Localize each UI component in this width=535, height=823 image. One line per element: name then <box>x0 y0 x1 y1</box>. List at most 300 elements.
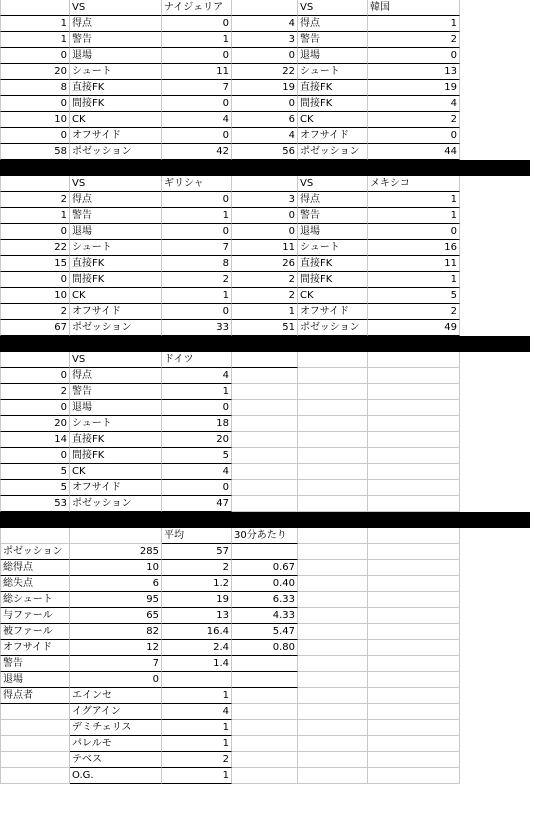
per30-value[interactable]: 4.33 <box>232 608 298 624</box>
stat-label[interactable]: 退場 <box>70 400 162 416</box>
summary-row <box>0 576 530 592</box>
opponent-value[interactable]: 42 <box>162 144 232 160</box>
scorer-row <box>0 736 530 752</box>
argentina-value[interactable]: 2 <box>0 304 70 320</box>
argentina-value[interactable]: 4 <box>232 16 298 32</box>
stat-label[interactable]: 直接FK <box>70 432 162 448</box>
average-value[interactable]: 2 <box>162 560 232 576</box>
cell[interactable] <box>368 384 460 400</box>
stat-label[interactable]: ポゼッション <box>70 320 162 336</box>
opponent-value[interactable]: 7 <box>162 80 232 96</box>
opponent-value[interactable]: 1 <box>162 32 232 48</box>
cell[interactable] <box>368 704 460 720</box>
cell[interactable] <box>368 544 460 560</box>
cell[interactable] <box>0 528 70 544</box>
argentina-value[interactable]: 1 <box>232 304 298 320</box>
cell[interactable] <box>298 576 368 592</box>
cell[interactable] <box>298 640 368 656</box>
argentina-value[interactable]: 0 <box>232 48 298 64</box>
opponent-value[interactable]: 44 <box>368 144 460 160</box>
summary-label[interactable]: 総失点 <box>0 576 70 592</box>
average-header[interactable]: 平均 <box>162 528 232 544</box>
summary-label[interactable]: オフサイド <box>0 640 70 656</box>
summary-label[interactable]: 被ファール <box>0 624 70 640</box>
scorer-goals[interactable]: 1 <box>162 768 232 784</box>
per30-value[interactable]: 0.80 <box>232 640 298 656</box>
scorer-row <box>0 720 530 736</box>
stat-label[interactable]: 退場 <box>70 224 162 240</box>
cell[interactable] <box>232 352 298 368</box>
opponent-value[interactable]: 2 <box>162 272 232 288</box>
opponent-value[interactable]: 0 <box>162 128 232 144</box>
opponent-value[interactable]: 4 <box>162 464 232 480</box>
stat-label[interactable]: CK <box>298 288 368 304</box>
cell[interactable] <box>368 416 460 432</box>
stat-label[interactable]: ポゼッション <box>70 144 162 160</box>
stat-label[interactable]: シュート <box>298 240 368 256</box>
vs-label[interactable]: VS <box>70 0 162 16</box>
scorers-label[interactable]: 得点者 <box>0 688 70 704</box>
argentina-value[interactable]: 20 <box>0 416 70 432</box>
argentina-value[interactable]: 0 <box>232 224 298 240</box>
argentina-value[interactable]: 67 <box>0 320 70 336</box>
argentina-value[interactable]: 0 <box>0 272 70 288</box>
stat-row <box>0 80 530 96</box>
cell[interactable] <box>298 608 368 624</box>
total-value[interactable]: 82 <box>70 624 162 640</box>
total-value[interactable]: 285 <box>70 544 162 560</box>
opponent-value[interactable]: 4 <box>368 96 460 112</box>
stat-label[interactable]: 間接FK <box>70 96 162 112</box>
argentina-value[interactable]: 51 <box>232 320 298 336</box>
scorer-goals[interactable]: 2 <box>162 752 232 768</box>
average-value[interactable]: 19 <box>162 592 232 608</box>
argentina-value[interactable]: 10 <box>0 112 70 128</box>
section-divider <box>0 336 530 352</box>
stat-label[interactable]: シュート <box>70 240 162 256</box>
opponent-value[interactable]: 11 <box>162 64 232 80</box>
cell[interactable] <box>232 704 298 720</box>
cell[interactable] <box>0 704 70 720</box>
stat-label[interactable]: 警告 <box>298 32 368 48</box>
stat-label[interactable]: CK <box>70 288 162 304</box>
cell[interactable] <box>368 752 460 768</box>
argentina-value[interactable]: 5 <box>0 480 70 496</box>
cell[interactable] <box>232 176 298 192</box>
per30-value[interactable]: 0.40 <box>232 576 298 592</box>
stat-row <box>0 96 530 112</box>
per30-value[interactable] <box>232 544 298 560</box>
opponent-name[interactable]: ドイツ <box>162 352 232 368</box>
cell[interactable] <box>70 528 162 544</box>
stat-row <box>0 256 530 272</box>
argentina-value[interactable]: 20 <box>0 64 70 80</box>
cell[interactable] <box>298 480 368 496</box>
stat-label[interactable]: オフサイド <box>70 128 162 144</box>
stat-label[interactable]: 警告 <box>70 208 162 224</box>
total-value[interactable]: 95 <box>70 592 162 608</box>
cell[interactable] <box>232 496 298 512</box>
argentina-value[interactable]: 3 <box>232 192 298 208</box>
per30-value[interactable] <box>232 672 298 688</box>
scorer-row <box>0 704 530 720</box>
argentina-value[interactable]: 0 <box>0 400 70 416</box>
opponent-value[interactable]: 0 <box>162 96 232 112</box>
average-value[interactable]: 57 <box>162 544 232 560</box>
total-value[interactable]: 12 <box>70 640 162 656</box>
stat-label[interactable]: 得点 <box>298 16 368 32</box>
scorer-name[interactable]: パレルモ <box>70 736 162 752</box>
argentina-value[interactable]: 26 <box>232 256 298 272</box>
cell[interactable] <box>298 768 368 784</box>
opponent-value[interactable]: 1 <box>368 208 460 224</box>
opponent-value[interactable]: 18 <box>162 416 232 432</box>
opponent-value[interactable]: 1 <box>162 208 232 224</box>
stat-row <box>0 64 530 80</box>
total-value[interactable]: 0 <box>70 672 162 688</box>
cell[interactable] <box>368 464 460 480</box>
summary-label[interactable]: ポゼッション <box>0 544 70 560</box>
cell[interactable] <box>232 0 298 16</box>
summary-label[interactable]: 総得点 <box>0 560 70 576</box>
opponent-value[interactable]: 19 <box>368 80 460 96</box>
scorer-name[interactable]: エインセ <box>70 688 162 704</box>
opponent-value[interactable]: 0 <box>162 16 232 32</box>
cell[interactable] <box>368 496 460 512</box>
cell[interactable] <box>368 672 460 688</box>
total-value[interactable]: 10 <box>70 560 162 576</box>
argentina-value[interactable]: 58 <box>0 144 70 160</box>
section-divider <box>0 160 530 176</box>
opponent-value[interactable]: 2 <box>368 112 460 128</box>
opponent-value[interactable]: 5 <box>368 288 460 304</box>
cell[interactable] <box>232 688 298 704</box>
stat-label[interactable]: シュート <box>70 416 162 432</box>
argentina-value[interactable]: 56 <box>232 144 298 160</box>
argentina-value[interactable]: 0 <box>0 224 70 240</box>
vs-label[interactable]: VS <box>70 176 162 192</box>
total-value[interactable]: 65 <box>70 608 162 624</box>
cell[interactable] <box>298 368 368 384</box>
stat-label[interactable]: 間接FK <box>70 448 162 464</box>
cell[interactable] <box>368 624 460 640</box>
opponent-value[interactable]: 2 <box>368 304 460 320</box>
cell[interactable] <box>368 640 460 656</box>
cell[interactable] <box>298 624 368 640</box>
cell[interactable] <box>232 480 298 496</box>
cell[interactable] <box>298 432 368 448</box>
opponent-value[interactable]: 20 <box>162 432 232 448</box>
stat-label[interactable]: オフサイド <box>298 128 368 144</box>
opponent-name[interactable]: ギリシャ <box>162 176 232 192</box>
stat-label[interactable]: 得点 <box>70 16 162 32</box>
stat-label[interactable]: 退場 <box>298 224 368 240</box>
opponent-value[interactable]: 0 <box>368 48 460 64</box>
cell[interactable] <box>0 752 70 768</box>
opponent-value[interactable]: 4 <box>162 112 232 128</box>
vs-label[interactable]: VS <box>298 0 368 16</box>
cell[interactable] <box>368 656 460 672</box>
cell[interactable] <box>232 432 298 448</box>
stat-label[interactable]: 警告 <box>70 384 162 400</box>
cell[interactable] <box>298 384 368 400</box>
cell[interactable] <box>298 448 368 464</box>
cell[interactable] <box>0 0 70 16</box>
scorer-goals[interactable]: 1 <box>162 720 232 736</box>
stat-row <box>0 128 530 144</box>
argentina-value[interactable]: 3 <box>232 32 298 48</box>
average-value[interactable]: 13 <box>162 608 232 624</box>
vs-label[interactable]: VS <box>70 352 162 368</box>
cell[interactable] <box>298 352 368 368</box>
argentina-value[interactable]: 2 <box>232 272 298 288</box>
argentina-value[interactable]: 2 <box>0 192 70 208</box>
summary-row <box>0 608 530 624</box>
opponent-value[interactable]: 1 <box>368 192 460 208</box>
stat-label[interactable]: ポゼッション <box>70 496 162 512</box>
argentina-value[interactable]: 22 <box>232 64 298 80</box>
scorer-row <box>0 752 530 768</box>
cell[interactable] <box>0 736 70 752</box>
argentina-value[interactable]: 0 <box>0 448 70 464</box>
scorer-name[interactable]: デミチェリス <box>70 720 162 736</box>
cell[interactable] <box>368 768 460 784</box>
argentina-value[interactable]: 53 <box>0 496 70 512</box>
stat-label[interactable]: 間接FK <box>298 96 368 112</box>
stat-label[interactable]: ポゼッション <box>298 144 368 160</box>
opponent-value[interactable]: 47 <box>162 496 232 512</box>
cell[interactable] <box>368 736 460 752</box>
vs-label[interactable]: VS <box>298 176 368 192</box>
stat-label[interactable]: 直接FK <box>70 256 162 272</box>
summary-label[interactable]: 与ファール <box>0 608 70 624</box>
cell[interactable] <box>368 432 460 448</box>
section-divider <box>0 512 530 528</box>
cell[interactable] <box>368 720 460 736</box>
cell[interactable] <box>298 496 368 512</box>
argentina-value[interactable]: 0 <box>232 96 298 112</box>
opponent-value[interactable]: 4 <box>162 368 232 384</box>
argentina-value[interactable]: 2 <box>232 288 298 304</box>
argentina-value[interactable]: 1 <box>0 32 70 48</box>
cell[interactable] <box>232 720 298 736</box>
opponent-value[interactable]: 0 <box>162 400 232 416</box>
argentina-value[interactable]: 19 <box>232 80 298 96</box>
opponent-value[interactable]: 1 <box>162 384 232 400</box>
argentina-value[interactable]: 2 <box>0 384 70 400</box>
opponent-value[interactable]: 16 <box>368 240 460 256</box>
argentina-value[interactable]: 14 <box>0 432 70 448</box>
scorer-goals[interactable]: 1 <box>162 736 232 752</box>
cell[interactable] <box>368 560 460 576</box>
argentina-value[interactable]: 1 <box>0 16 70 32</box>
argentina-value[interactable]: 15 <box>0 256 70 272</box>
opponent-value[interactable]: 0 <box>162 224 232 240</box>
argentina-value[interactable]: 0 <box>232 208 298 224</box>
per30-value[interactable]: 6.33 <box>232 592 298 608</box>
summary-label[interactable]: 退場 <box>0 672 70 688</box>
cell[interactable] <box>298 672 368 688</box>
cell[interactable] <box>368 448 460 464</box>
opponent-value[interactable]: 8 <box>162 256 232 272</box>
cell[interactable] <box>298 752 368 768</box>
cell[interactable] <box>368 368 460 384</box>
opponent-value[interactable]: 0 <box>368 128 460 144</box>
cell[interactable] <box>0 352 70 368</box>
stat-label[interactable]: ポゼッション <box>298 320 368 336</box>
cell[interactable] <box>368 400 460 416</box>
stat-row <box>0 192 530 208</box>
average-value[interactable]: 2.4 <box>162 640 232 656</box>
opponent-value[interactable]: 33 <box>162 320 232 336</box>
stat-label[interactable]: 直接FK <box>70 80 162 96</box>
opponent-name[interactable]: メキシコ <box>368 176 460 192</box>
cell[interactable] <box>298 592 368 608</box>
cell[interactable] <box>298 560 368 576</box>
stat-row <box>0 208 530 224</box>
cell[interactable] <box>232 400 298 416</box>
cell[interactable] <box>368 528 460 544</box>
total-value[interactable]: 6 <box>70 576 162 592</box>
argentina-value[interactable]: 1 <box>0 208 70 224</box>
opponent-name[interactable]: 韓国 <box>368 0 460 16</box>
opponent-value[interactable]: 0 <box>368 224 460 240</box>
cell[interactable] <box>0 720 70 736</box>
total-value[interactable]: 7 <box>70 656 162 672</box>
cell[interactable] <box>298 720 368 736</box>
cell[interactable] <box>368 480 460 496</box>
cell[interactable] <box>232 416 298 432</box>
opponent-name[interactable]: ナイジェリア <box>162 0 232 16</box>
argentina-value[interactable]: 0 <box>0 48 70 64</box>
stat-label[interactable]: 間接FK <box>298 272 368 288</box>
average-value[interactable]: 16.4 <box>162 624 232 640</box>
summary-label[interactable]: 総シュート <box>0 592 70 608</box>
stat-row <box>0 272 530 288</box>
cell[interactable] <box>232 464 298 480</box>
opponent-value[interactable]: 5 <box>162 448 232 464</box>
opponent-value[interactable]: 2 <box>368 32 460 48</box>
argentina-value[interactable]: 0 <box>0 128 70 144</box>
argentina-value[interactable]: 0 <box>0 368 70 384</box>
cell[interactable] <box>298 704 368 720</box>
stat-row <box>0 432 530 448</box>
cell[interactable] <box>232 752 298 768</box>
stat-label[interactable]: 得点 <box>70 192 162 208</box>
summary-label[interactable]: 警告 <box>0 656 70 672</box>
argentina-value[interactable]: 6 <box>232 112 298 128</box>
stat-row <box>0 464 530 480</box>
cell[interactable] <box>0 768 70 784</box>
stat-label[interactable]: 退場 <box>298 48 368 64</box>
opponent-value[interactable]: 7 <box>162 240 232 256</box>
cell[interactable] <box>298 544 368 560</box>
opponent-value[interactable]: 11 <box>368 256 460 272</box>
opponent-value[interactable]: 0 <box>162 48 232 64</box>
stat-label[interactable]: 退場 <box>70 48 162 64</box>
stat-label[interactable]: CK <box>298 112 368 128</box>
cell[interactable] <box>0 176 70 192</box>
summary-row <box>0 656 530 672</box>
argentina-value[interactable]: 4 <box>232 128 298 144</box>
argentina-value[interactable]: 0 <box>0 96 70 112</box>
cell[interactable] <box>232 736 298 752</box>
argentina-value[interactable]: 10 <box>0 288 70 304</box>
cell[interactable] <box>368 592 460 608</box>
stat-label[interactable]: 警告 <box>298 208 368 224</box>
stat-label[interactable]: 直接FK <box>298 256 368 272</box>
per30-value[interactable] <box>232 656 298 672</box>
per30-value[interactable]: 5.47 <box>232 624 298 640</box>
stat-label[interactable]: シュート <box>70 64 162 80</box>
stat-label[interactable]: シュート <box>298 64 368 80</box>
cell[interactable] <box>298 416 368 432</box>
cell[interactable] <box>232 384 298 400</box>
argentina-value[interactable]: 22 <box>0 240 70 256</box>
cell[interactable] <box>232 448 298 464</box>
stat-label[interactable]: CK <box>70 464 162 480</box>
stat-label[interactable]: オフサイド <box>298 304 368 320</box>
stat-label[interactable]: 警告 <box>70 32 162 48</box>
opponent-value[interactable]: 0 <box>162 192 232 208</box>
cell[interactable] <box>232 368 298 384</box>
summary-header-row <box>0 528 530 544</box>
stat-row <box>0 320 530 336</box>
argentina-value[interactable]: 11 <box>232 240 298 256</box>
stat-label[interactable]: オフサイド <box>70 304 162 320</box>
opponent-value[interactable]: 49 <box>368 320 460 336</box>
stat-label[interactable]: 間接FK <box>70 272 162 288</box>
per30-value[interactable]: 0.67 <box>232 560 298 576</box>
scorer-name[interactable]: O.G. <box>70 768 162 784</box>
stat-label[interactable]: 直接FK <box>298 80 368 96</box>
average-value[interactable] <box>162 672 232 688</box>
stat-label[interactable]: 得点 <box>298 192 368 208</box>
scorer-goals[interactable]: 1 <box>162 688 232 704</box>
stat-label[interactable]: オフサイド <box>70 480 162 496</box>
stat-label[interactable]: 得点 <box>70 368 162 384</box>
opponent-value[interactable]: 1 <box>368 16 460 32</box>
cell[interactable] <box>298 464 368 480</box>
cell[interactable] <box>368 688 460 704</box>
opponent-value[interactable]: 1 <box>368 272 460 288</box>
cell[interactable] <box>298 400 368 416</box>
cell[interactable] <box>368 352 460 368</box>
scorer-name[interactable]: テベス <box>70 752 162 768</box>
cell[interactable] <box>298 688 368 704</box>
cell[interactable] <box>232 768 298 784</box>
per30-header[interactable]: 30分あたり <box>232 528 298 544</box>
scorer-name[interactable]: イグアイン <box>70 704 162 720</box>
summary-row <box>0 544 530 560</box>
opponent-value[interactable]: 13 <box>368 64 460 80</box>
scorer-goals[interactable]: 4 <box>162 704 232 720</box>
cell[interactable] <box>298 736 368 752</box>
opponent-value[interactable]: 0 <box>162 480 232 496</box>
cell[interactable] <box>298 528 368 544</box>
opponent-value[interactable]: 0 <box>162 304 232 320</box>
average-value[interactable]: 1.4 <box>162 656 232 672</box>
cell[interactable] <box>298 656 368 672</box>
argentina-value[interactable]: 5 <box>0 464 70 480</box>
cell[interactable] <box>368 608 460 624</box>
stat-row <box>0 480 530 496</box>
opponent-value[interactable]: 1 <box>162 288 232 304</box>
stat-label[interactable]: CK <box>70 112 162 128</box>
average-value[interactable]: 1.2 <box>162 576 232 592</box>
argentina-value[interactable]: 8 <box>0 80 70 96</box>
cell[interactable] <box>368 576 460 592</box>
